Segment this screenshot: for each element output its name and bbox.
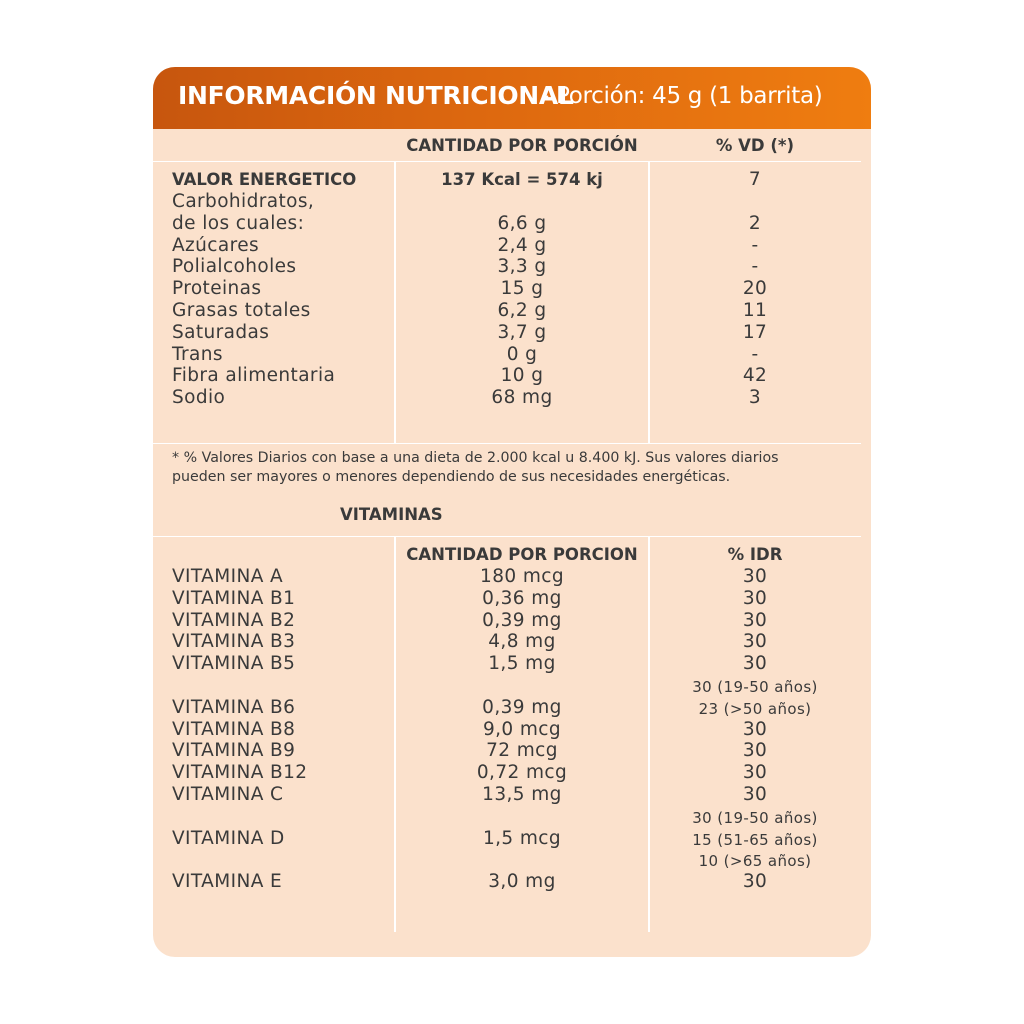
vitamin-idr: 30 (19-50 años) xyxy=(692,678,818,696)
vitamins-column-header-amount: CANTIDAD POR PORCION xyxy=(406,545,638,564)
nutrient-vd: - xyxy=(751,343,759,365)
vitamin-idr: 30 xyxy=(742,566,768,587)
vitamin-idr: 30 xyxy=(742,631,768,653)
energy-amount: 137 Kcal = 574 kj xyxy=(441,170,603,189)
vitamin-amount: 72 mcg xyxy=(486,740,558,762)
nutrient-amount: 6,6 g xyxy=(497,212,547,234)
vitamin-idr: 30 (19-50 años) xyxy=(692,808,818,827)
vitamin-amount: 1,5 mg xyxy=(488,653,556,675)
column-divider xyxy=(648,161,650,443)
column-header-amount: CANTIDAD POR PORCIÓN xyxy=(406,136,638,155)
vitamin-amount: 0,36 mg xyxy=(482,587,562,609)
vitamin-idr: 30 xyxy=(742,609,768,631)
nutrient-amount: 2,4 g xyxy=(497,234,547,256)
vitamin-amount: 180 mcg xyxy=(480,566,564,587)
nutrient-label: Saturadas xyxy=(172,321,270,343)
vitamin-label: VITAMINA B8 xyxy=(172,718,296,740)
vitamin-idr: 15 (51-65 años) xyxy=(692,830,818,849)
vitamin-label: VITAMINA B5 xyxy=(172,653,296,675)
vitamin-label: VITAMINA B6 xyxy=(172,696,296,718)
vitamins-title: VITAMINAS xyxy=(340,505,443,524)
column-header-vd: % VD (*) xyxy=(715,136,795,155)
vitamin-label: VITAMINA B3 xyxy=(172,631,296,653)
nutrient-amount: 0 g xyxy=(506,343,538,365)
nutrient-vd: 20 xyxy=(742,278,768,300)
nutrient-label: Trans xyxy=(172,343,223,365)
nutrient-vd: - xyxy=(751,256,759,278)
nutrient-label: de los cuales: xyxy=(172,212,305,234)
energy-vd: 7 xyxy=(748,169,762,190)
vitamin-label: VITAMINA C xyxy=(172,784,284,805)
nutrient-label: Grasas totales xyxy=(172,300,311,321)
nutrient-amount: 6,2 g xyxy=(497,300,547,321)
nutrient-label: Fibra alimentaria xyxy=(172,365,336,387)
vitamin-amount: 3,0 mg xyxy=(488,871,556,893)
vitamin-idr: 30 xyxy=(742,784,768,805)
vitamin-label: VITAMINA B9 xyxy=(172,740,296,762)
table-divider xyxy=(153,161,861,162)
vitamin-idr: 30 xyxy=(742,718,768,740)
column-divider xyxy=(648,536,650,932)
nutrient-label: Proteinas xyxy=(172,278,262,300)
vitamin-idr: 30 xyxy=(742,653,768,675)
vitamin-idr: 23 (>50 años) xyxy=(698,699,812,718)
vitamin-idr: 30 xyxy=(742,740,768,762)
footnote-line: pueden ser mayores o menores dependiendo de sus necesidades energéticas. xyxy=(172,469,731,485)
nutrient-vd: - xyxy=(751,234,759,256)
column-divider xyxy=(394,536,396,932)
vitamin-amount: 13,5 mg xyxy=(482,784,562,805)
footnote-line: * % Valores Diarios con base a una dieta de 2.000 kcal u 8.400 kJ. Sus valores diarios xyxy=(172,450,779,466)
header-title: INFORMACIÓN NUTRICIONAL xyxy=(178,81,574,110)
vitamin-amount: 0,39 mg xyxy=(482,609,562,631)
nutrient-vd: 42 xyxy=(742,365,768,387)
header-bar xyxy=(153,67,871,129)
table-divider xyxy=(153,536,861,537)
nutrient-amount: 10 g xyxy=(500,365,544,387)
nutrient-label: Polialcoholes xyxy=(172,256,297,278)
vitamin-idr: 30 xyxy=(742,587,768,609)
nutrient-label: Sodio xyxy=(172,387,226,409)
vitamin-idr: 30 xyxy=(742,762,768,784)
nutrient-vd: 3 xyxy=(748,387,762,409)
nutrient-vd: 11 xyxy=(742,300,768,321)
vitamin-idr: 10 (>65 años) xyxy=(698,852,812,871)
nutrient-vd: 17 xyxy=(742,321,768,343)
column-divider xyxy=(394,161,396,443)
nutrient-vd: 2 xyxy=(748,212,762,234)
vitamin-amount: 9,0 mcg xyxy=(482,718,562,740)
nutrient-amount: 68 mg xyxy=(491,387,553,409)
vitamin-amount: 0,72 mcg xyxy=(476,762,568,784)
vitamin-label: VITAMINA B2 xyxy=(172,609,296,631)
energy-label: VALOR ENERGETICO xyxy=(172,170,357,189)
vitamin-amount: 1,5 mcg xyxy=(482,827,562,849)
nutrient-amount: 3,3 g xyxy=(497,256,547,278)
table-divider xyxy=(153,443,861,444)
header-subtitle: - Porción: 45 g (1 barrita) xyxy=(541,83,823,109)
vitamin-label: VITAMINA A xyxy=(172,566,284,587)
vitamin-label: VITAMINA B1 xyxy=(172,587,296,609)
vitamin-amount: 4,8 mg xyxy=(488,631,556,653)
vitamin-label: VITAMINA E xyxy=(172,871,283,893)
vitamins-column-header-idr: % IDR xyxy=(727,545,783,564)
vitamin-label: VITAMINA B12 xyxy=(172,762,308,784)
nutrition-facts-card xyxy=(153,67,871,957)
nutrient-amount: 3,7 g xyxy=(497,321,547,343)
nutrient-label: Azúcares xyxy=(172,234,260,256)
vitamin-label: VITAMINA D xyxy=(172,827,285,849)
vitamin-amount: 0,39 mg xyxy=(482,696,562,718)
footnote xyxy=(172,449,779,487)
nutrient-label: Carbohidratos, xyxy=(172,191,315,212)
vitamin-idr: 30 xyxy=(742,871,768,893)
nutrient-amount: 15 g xyxy=(500,278,544,300)
